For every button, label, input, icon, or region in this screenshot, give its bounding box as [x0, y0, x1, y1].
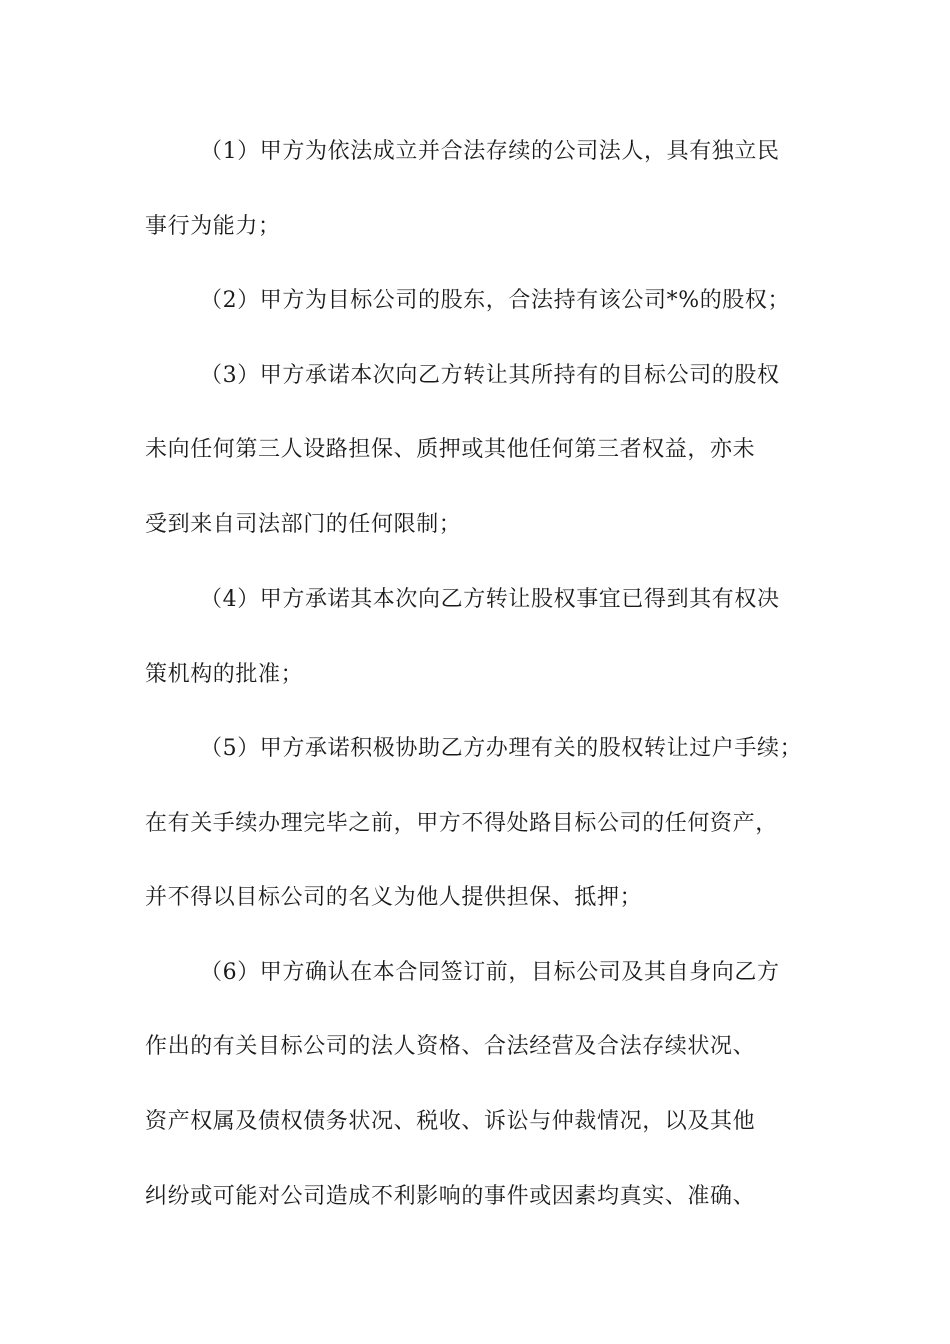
clause-6-line-3: 资产权属及债权债务状况、税收、诉讼与仲裁情况，以及其他 — [145, 1109, 756, 1134]
clause-4-line-2: 策机构的批准； — [145, 662, 304, 687]
clause-1-line-1: （1）甲方为依法成立并合法存续的公司法人，具有独立民 — [200, 139, 780, 164]
clause-1-line-2: 事行为能力； — [145, 214, 281, 239]
clause-5-line-3: 并不得以目标公司的名义为他人提供担保、抵押； — [145, 885, 643, 910]
clause-6-line-2: 作出的有关目标公司的法人资格、合法经营及合法存续状况、 — [145, 1034, 756, 1059]
clause-3-line-1: （3）甲方承诺本次向乙方转让其所持有的目标公司的股权 — [200, 363, 780, 388]
clause-6-line-1: （6）甲方确认在本合同签订前，目标公司及其自身向乙方 — [200, 960, 780, 985]
clause-3-line-2: 未向任何第三人设路担保、质押或其他任何第三者权益，亦未 — [145, 437, 756, 462]
clause-6-line-4: 纠纷或可能对公司造成不利影响的事件或因素均真实、准确、 — [145, 1184, 756, 1209]
clause-5-line-2: 在有关手续办理完毕之前，甲方不得处路目标公司的任何资产， — [145, 811, 778, 836]
clause-4-line-1: （4）甲方承诺其本次向乙方转让股权事宜已得到其有权决 — [200, 587, 780, 612]
clause-5-line-1: （5）甲方承诺积极协助乙方办理有关的股权转让过户手续； — [200, 736, 803, 761]
clause-3-line-3: 受到来自司法部门的任何限制； — [145, 512, 462, 537]
clause-2-line-1: （2）甲方为目标公司的股东，合法持有该公司*%的股权； — [200, 288, 791, 313]
